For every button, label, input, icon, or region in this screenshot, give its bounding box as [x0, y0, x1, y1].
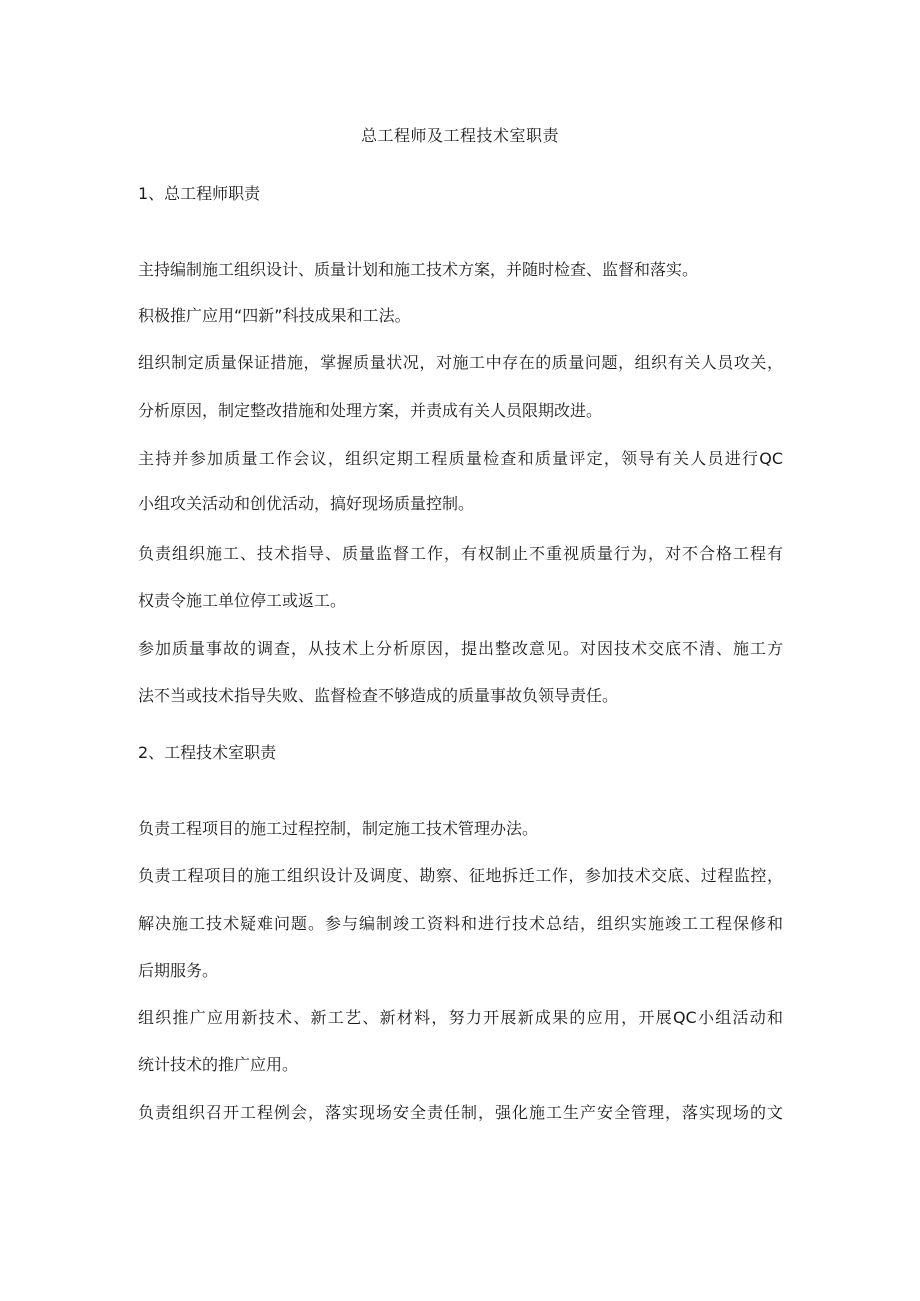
- paragraph-line: 组织制定质量保证措施，掌握质量状况，对施工中存在的质量问题，组织有关人员攻关，: [138, 353, 783, 372]
- paragraph-line: 主持编制施工组织设计、质量计划和施工技术方案，并随时检查、监督和落实。: [138, 260, 699, 279]
- paragraph-line: 解决施工技术疑难问题。参与编制竣工资料和进行技术总结，组织实施竣工工程保修和: [138, 914, 783, 933]
- document-title: 总工程师及工程技术室职责: [360, 126, 559, 145]
- paragraph-line: 负责组织施工、技术指导、质量监督工作，有权制止不重视质量行为，对不合格工程有: [138, 544, 783, 563]
- section-1-heading: 1、总工程师职责: [138, 184, 261, 203]
- paragraph-line: 组织推广应用新技术、新工艺、新材料，努力开展新成果的应用，开展QC小组活动和: [138, 1008, 783, 1027]
- paragraph-line: 负责工程项目的施工组织设计及调度、勘察、征地拆迁工作，参加技术交底、过程监控，: [138, 866, 783, 885]
- paragraph-line: 法不当或技术指导失败、监督检查不够造成的质量事故负领导责任。: [138, 686, 619, 705]
- paragraph-line: 负责工程项目的施工过程控制，制定施工技术管理办法。: [138, 819, 539, 838]
- paragraph-line: 权责令施工单位停工或返工。: [138, 591, 347, 610]
- paragraph-line: 负责组织召开工程例会，落实现场安全责任制，强化施工生产安全管理，落实现场的文: [138, 1103, 783, 1122]
- paragraph-line: 后期服务。: [138, 961, 219, 980]
- paragraph-line: 参加质量事故的调查，从技术上分析原因，提出整改意见。对因技术交底不清、施工方: [138, 639, 783, 658]
- section-2-heading: 2、工程技术室职责: [138, 743, 277, 762]
- paragraph-line: 统计技术的推广应用。: [138, 1055, 299, 1074]
- paragraph-line: 主持并参加质量工作会议，组织定期工程质量检查和质量评定，领导有关人员进行QC: [138, 449, 783, 468]
- paragraph-line: 小组攻关活动和创优活动，搞好现场质量控制。: [138, 494, 475, 513]
- paragraph-line: 积极推广应用“四新”科技成果和工法。: [138, 306, 411, 325]
- paragraph-line: 分析原因，制定整改措施和处理方案，并责成有关人员限期改进。: [138, 401, 603, 420]
